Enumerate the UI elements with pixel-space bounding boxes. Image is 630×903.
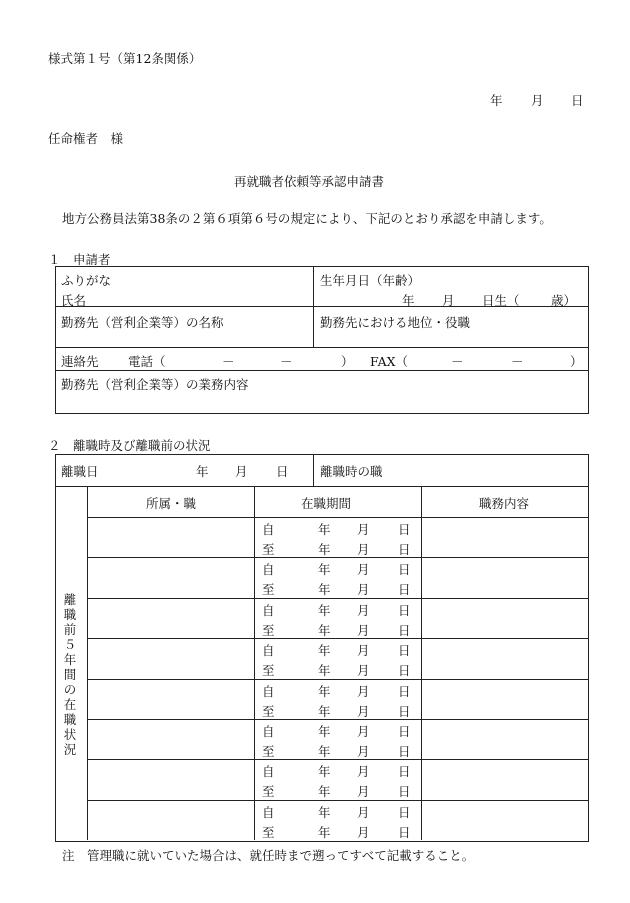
period-year-label: 年 <box>318 522 331 537</box>
period-year-label: 年 <box>318 582 331 598</box>
period-day-label: 日 <box>398 824 411 840</box>
row-divider <box>87 800 588 801</box>
birth-date-label: 生年月日（年齢） <box>320 273 421 288</box>
addressee: 任命権者 様 <box>48 131 124 146</box>
fax-close: ） <box>570 354 583 369</box>
period-month-label: 月 <box>357 683 370 699</box>
divider <box>421 486 422 840</box>
form-number: 様式第１号（第12条関係） <box>48 51 202 66</box>
period-year-label: 年 <box>318 683 331 699</box>
retire-post-label: 離職時の職 <box>320 464 383 479</box>
period-month-label: 月 <box>357 663 370 679</box>
period-month-label: 月 <box>357 724 370 739</box>
period-month-label: 月 <box>357 703 370 719</box>
period-year-label: 年 <box>318 804 331 820</box>
period-day-label: 日 <box>398 744 411 759</box>
period-month-label: 月 <box>357 643 370 659</box>
period-day-label: 日 <box>398 643 411 659</box>
period-day-label: 日 <box>398 522 411 537</box>
phone-close: ） <box>341 354 354 369</box>
period-from-label: 自 <box>262 643 275 659</box>
divider <box>55 486 588 487</box>
period-year-label: 年 <box>318 643 331 659</box>
period-day-label: 日 <box>398 703 411 719</box>
col-duties-header: 職務内容 <box>479 496 530 511</box>
intro-text: 地方公務員法第38条の２第６項第６号の規定により、下記のとおり承認を申請します。 <box>62 211 552 226</box>
period-day-label: 日 <box>398 622 411 638</box>
period-month-label: 月 <box>357 542 370 557</box>
row-divider <box>87 759 588 760</box>
period-from-label: 自 <box>262 804 275 820</box>
period-month-label: 月 <box>357 522 370 537</box>
row-divider <box>87 598 588 599</box>
retire-month-label: 月 <box>235 464 248 479</box>
period-month-label: 月 <box>357 824 370 840</box>
period-day-label: 日 <box>398 562 411 578</box>
period-year-label: 年 <box>318 784 331 800</box>
name-label: 氏名 <box>61 293 87 308</box>
retire-day-label: 日 <box>276 464 289 479</box>
contact-label: 連絡先 <box>61 354 99 369</box>
period-day-label: 日 <box>398 602 411 618</box>
period-year-label: 年 <box>318 764 331 780</box>
period-month-label: 月 <box>357 784 370 800</box>
employer-name-label: 勤務先（営利企業等）の名称 <box>61 315 224 330</box>
divider <box>87 486 88 840</box>
birth-year-label: 年 <box>402 293 415 308</box>
period-month-label: 月 <box>357 804 370 820</box>
fax-dash-1: － <box>451 354 464 369</box>
period-month-label: 月 <box>357 764 370 780</box>
period-to-label: 至 <box>262 744 275 759</box>
period-year-label: 年 <box>318 724 331 739</box>
fax-dash-2: － <box>511 354 524 369</box>
period-to-label: 至 <box>262 824 275 840</box>
retire-year-label: 年 <box>196 464 209 479</box>
period-month-label: 月 <box>357 622 370 638</box>
age-label: 歳） <box>551 293 577 308</box>
note-text: 注 管理職に就いていた場合は、就任時まで遡ってすべて記載すること。 <box>62 848 475 863</box>
period-to-label: 至 <box>262 542 275 557</box>
period-from-label: 自 <box>262 724 275 739</box>
furigana-label: ふりがな <box>61 273 112 288</box>
document-title: 再就職者依頼等承認申請書 <box>234 174 385 189</box>
row-divider <box>87 719 588 720</box>
period-year-label: 年 <box>318 703 331 719</box>
period-to-label: 至 <box>262 703 275 719</box>
period-from-label: 自 <box>262 562 275 578</box>
fax-label: FAX（ <box>370 354 409 369</box>
divider <box>313 266 314 347</box>
period-year-label: 年 <box>318 622 331 638</box>
period-month-label: 月 <box>357 744 370 759</box>
period-month-label: 月 <box>357 602 370 618</box>
period-month-label: 月 <box>357 582 370 598</box>
period-from-label: 自 <box>262 683 275 699</box>
period-day-label: 日 <box>398 804 411 820</box>
period-from-label: 自 <box>262 764 275 780</box>
period-to-label: 至 <box>262 784 275 800</box>
birth-day-label: 日生（ <box>482 293 520 308</box>
period-to-label: 至 <box>262 663 275 679</box>
period-day-label: 日 <box>398 663 411 679</box>
period-to-label: 至 <box>262 622 275 638</box>
divider <box>55 370 588 371</box>
period-day-label: 日 <box>398 582 411 598</box>
date-month-label: 月 <box>531 93 544 108</box>
row-divider <box>87 638 588 639</box>
business-label: 勤務先（営利企業等）の業務内容 <box>61 377 249 392</box>
side-label: 離 職 前 ５ 年 間 の 在 職 状 況 <box>63 592 77 757</box>
period-day-label: 日 <box>398 764 411 780</box>
retire-date-label: 離職日 <box>61 464 99 479</box>
period-from-label: 自 <box>262 522 275 537</box>
col-affiliation-header: 所属・職 <box>146 496 197 511</box>
phone-label: 電話（ <box>128 354 166 369</box>
divider <box>313 454 314 486</box>
period-day-label: 日 <box>398 784 411 800</box>
divider <box>55 347 588 348</box>
birth-month-label: 月 <box>442 293 455 308</box>
phone-dash-1: － <box>222 354 235 369</box>
section2-heading: ２ 離職時及び離職前の状況 <box>48 438 211 453</box>
row-divider <box>87 679 588 680</box>
period-day-label: 日 <box>398 683 411 699</box>
section1-heading: １ 申請者 <box>48 252 111 267</box>
period-from-label: 自 <box>262 602 275 618</box>
period-year-label: 年 <box>318 562 331 578</box>
date-day-label: 日 <box>571 93 584 108</box>
period-day-label: 日 <box>398 724 411 739</box>
phone-dash-2: － <box>280 354 293 369</box>
period-year-label: 年 <box>318 542 331 557</box>
period-to-label: 至 <box>262 582 275 598</box>
period-year-label: 年 <box>318 663 331 679</box>
divider <box>254 486 255 840</box>
col-period-header: 在職期間 <box>301 496 352 511</box>
period-year-label: 年 <box>318 602 331 618</box>
row-divider <box>87 557 588 558</box>
period-year-label: 年 <box>318 744 331 759</box>
period-month-label: 月 <box>357 562 370 578</box>
date-year-label: 年 <box>490 93 503 108</box>
period-day-label: 日 <box>398 542 411 557</box>
position-label: 勤務先における地位・役職 <box>320 315 471 330</box>
period-year-label: 年 <box>318 824 331 840</box>
divider <box>87 517 588 518</box>
